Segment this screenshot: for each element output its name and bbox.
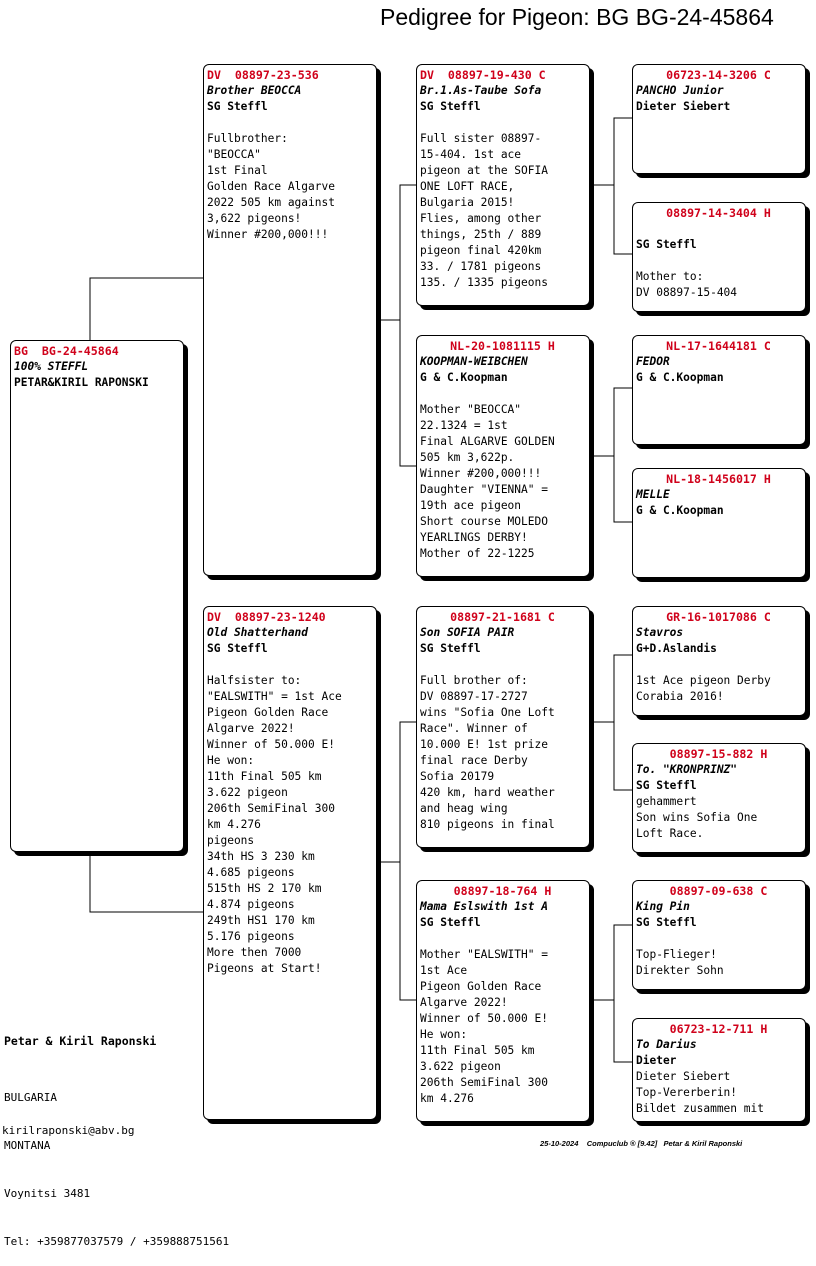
- mf-note-line: Full brother of:: [420, 674, 528, 687]
- father-ring: DV 08897-23-536: [207, 68, 319, 82]
- mother-notes: [207, 673, 376, 977]
- ff-notes: [420, 131, 589, 291]
- father-note-line: "BEOCCA": [207, 148, 261, 161]
- fm-card[interactable]: [416, 335, 590, 577]
- fff-owner: Dieter Siebert: [636, 100, 731, 113]
- fff-ring: 06723-14-3206 C: [666, 68, 771, 82]
- mf-ring: 08897-21-1681 C: [450, 610, 555, 624]
- connector-ff-bracket: [614, 118, 632, 254]
- mother-owner: SG Steffl: [207, 642, 268, 655]
- mf-card[interactable]: [416, 606, 590, 848]
- mm-note-line: Mother "EALSWITH" =: [420, 948, 548, 961]
- subject-ring: BG BG-24-45864: [14, 344, 119, 358]
- breeder-email[interactable]: kirilraponski@abv.bg: [2, 1124, 135, 1137]
- connector-mother-bracket: [400, 722, 416, 1000]
- mother-note-line: pigeons: [207, 834, 255, 847]
- ffm-ring: 08897-14-3404 H: [666, 206, 771, 220]
- ff-note-line: pigeon at the SOFIA: [420, 164, 548, 177]
- mother-card[interactable]: [203, 606, 377, 1120]
- page-title: Pedigree for Pigeon: BG BG-24-45864: [380, 4, 774, 30]
- mf-note-line: 420 km, hard weather: [420, 786, 555, 799]
- ff-note-line: things, 25th / 889: [420, 228, 542, 241]
- mm-note-line: Algarve 2022!: [420, 996, 508, 1009]
- subject-owner: PETAR&KIRIL RAPONSKI: [14, 376, 149, 389]
- ff-note-line: 15-404. 1st ace: [420, 148, 522, 161]
- mm-note-line: 1st Ace: [420, 964, 468, 977]
- fm-note-line: Final ALGARVE GOLDEN: [420, 435, 555, 448]
- ff-note-line: pigeon final 420km: [420, 244, 542, 257]
- fmf-ring: NL-17-1644181 C: [666, 339, 771, 353]
- connector-mf-bracket: [614, 655, 632, 790]
- mother-note-line: 4.685 pigeons: [207, 866, 295, 879]
- print-credit: 25-10-2024 Compuclub ® [9.42] Petar & Kiril Raponski: [540, 1139, 743, 1148]
- ff-note-line: Full sister 08897-: [420, 132, 542, 145]
- mm-note-line: 3.622 pigeon: [420, 1060, 501, 1073]
- ff-note-line: 135. / 1335 pigeons: [420, 276, 548, 289]
- mmf-ring: 08897-09-638 C: [669, 884, 768, 898]
- mff-owner: G+D.Aslandis: [636, 642, 717, 655]
- ffm-note-line: DV 08897-15-404: [636, 286, 738, 299]
- connector-fm-bracket: [614, 388, 632, 522]
- mmf-card[interactable]: [632, 880, 806, 990]
- address-country: BULGARIA: [4, 1091, 57, 1104]
- mmm-owner: Dieter: [636, 1054, 677, 1067]
- ffm-note-line: Mother to:: [636, 270, 704, 283]
- ff-note-line: Bulgaria 2015!: [420, 196, 515, 209]
- mm-note-line: He won:: [420, 1028, 468, 1041]
- fm-note-line: 22.1324 = 1st: [420, 419, 508, 432]
- mother-note-line: Pigeons at Start!: [207, 962, 322, 975]
- ff-ring: DV 08897-19-430 C: [420, 68, 546, 82]
- fm-note-line: Mother of 22-1225: [420, 547, 535, 560]
- ff-note-line: 33. / 1781 pigeons: [420, 260, 542, 273]
- father-card[interactable]: [203, 64, 377, 576]
- mmm-name: To Darius: [636, 1038, 697, 1051]
- mf-note-line: Race". Winner of: [420, 722, 528, 735]
- mfm-ring: 08897-15-882 H: [669, 747, 768, 761]
- mmf-owner: SG Steffl: [636, 916, 697, 929]
- mother-note-line: 5.176 pigeons: [207, 930, 295, 943]
- mother-note-line: km 4.276: [207, 818, 261, 831]
- mff-note-line: 1st Ace pigeon Derby: [636, 674, 771, 687]
- mf-owner: SG Steffl: [420, 642, 481, 655]
- mm-notes: [420, 947, 589, 1107]
- address-region: MONTANA: [4, 1139, 51, 1152]
- father-owner: SG Steffl: [207, 100, 268, 113]
- mmm-notes: [636, 1069, 805, 1117]
- mff-notes: [636, 673, 805, 705]
- mmf-name: King Pin: [636, 900, 690, 913]
- mother-note-line: 4.874 pigeons: [207, 898, 295, 911]
- mfm-name: To. "KRONPRINZ": [636, 763, 738, 776]
- mother-note-line: 34th HS 3 230 km: [207, 850, 315, 863]
- mother-note-line: He won:: [207, 754, 255, 767]
- father-note-line: 1st Final: [207, 164, 268, 177]
- fmf-name: FEDOR: [636, 355, 670, 368]
- fmm-name: MELLE: [636, 488, 670, 501]
- ffm-name: [636, 221, 805, 237]
- mf-notes: [420, 673, 589, 833]
- mff-ring: GR-16-1017086 C: [666, 610, 771, 624]
- mff-name: Stavros: [636, 626, 684, 639]
- fm-owner: G & C.Koopman: [420, 371, 508, 384]
- fm-note-line: 505 km 3,622p.: [420, 451, 515, 464]
- ff-note-line: ONE LOFT RACE,: [420, 180, 515, 193]
- ff-note-line: Flies, among other: [420, 212, 542, 225]
- father-note-line: Golden Race Algarve: [207, 180, 335, 193]
- fm-name: KOOPMAN-WEIBCHEN: [420, 355, 528, 368]
- mfm-note-line: gehammert: [636, 795, 697, 808]
- mother-note-line: 515th HS 2 170 km: [207, 882, 322, 895]
- mf-note-line: DV 08897-17-2727: [420, 690, 528, 703]
- fmm-owner: G & C.Koopman: [636, 504, 724, 517]
- fm-note-line: Daughter "VIENNA" =: [420, 483, 548, 496]
- mother-note-line: 206th SemiFinal 300: [207, 802, 335, 815]
- mf-note-line: and heag wing: [420, 802, 508, 815]
- father-name: Brother BEOCCA: [207, 84, 302, 97]
- mother-note-line: "EALSWITH" = 1st Ace: [207, 690, 342, 703]
- mm-note-line: 206th SemiFinal 300: [420, 1076, 548, 1089]
- fm-notes: [420, 402, 589, 562]
- father-note-line: Fullbrother:: [207, 132, 288, 145]
- fm-note-line: Short course MOLEDO: [420, 515, 548, 528]
- mf-name: Son SOFIA PAIR: [420, 626, 515, 639]
- ff-owner: SG Steffl: [420, 100, 481, 113]
- mfm-note-line: Son wins Sofia One: [636, 811, 758, 824]
- mother-note-line: 249th HS1 170 km: [207, 914, 315, 927]
- fm-note-line: Winner #200,000!!!: [420, 467, 542, 480]
- subject-card[interactable]: [10, 340, 184, 852]
- mother-note-line: 11th Final 505 km: [207, 770, 322, 783]
- fff-name: PANCHO Junior: [636, 84, 724, 97]
- mm-ring: 08897-18-764 H: [453, 884, 552, 898]
- mm-card[interactable]: [416, 880, 590, 1122]
- mfm-card[interactable]: [632, 743, 806, 853]
- breeder-address: [4, 1058, 229, 1266]
- mother-ring: DV 08897-23-1240: [207, 610, 326, 624]
- mmf-note-line: Top-Flieger!: [636, 948, 717, 961]
- mf-note-line: 10.000 E! 1st prize: [420, 738, 548, 751]
- fff-card[interactable]: [632, 64, 806, 174]
- ff-name: Br.1.As-Taube Sofa: [420, 84, 542, 97]
- fm-ring: NL-20-1081115 H: [450, 339, 555, 353]
- mf-note-line: 810 pigeons in final: [420, 818, 555, 831]
- subject-name: 100% STEFFL: [14, 360, 89, 373]
- mmf-note-line: Direkter Sohn: [636, 964, 724, 977]
- ffm-owner: SG Steffl: [636, 238, 697, 251]
- mmm-card[interactable]: [632, 1018, 806, 1122]
- mm-note-line: Pigeon Golden Race: [420, 980, 542, 993]
- fmm-ring: NL-18-1456017 H: [666, 472, 771, 486]
- father-note-line: Winner #200,000!!!: [207, 228, 329, 241]
- mother-note-line: Pigeon Golden Race: [207, 706, 329, 719]
- connector-subject-father: [90, 278, 203, 340]
- mother-note-line: Halfsister to:: [207, 674, 302, 687]
- mmf-notes: [636, 947, 805, 979]
- mm-owner: SG Steffl: [420, 916, 481, 929]
- mfm-owner: SG Steffl: [636, 779, 697, 792]
- mother-note-line: Algarve 2022!: [207, 722, 295, 735]
- mother-note-line: Winner of 50.000 E!: [207, 738, 335, 751]
- mff-note-line: Corabia 2016!: [636, 690, 724, 703]
- fm-note-line: YEARLINGS DERBY!: [420, 531, 528, 544]
- mother-note-line: 3.622 pigeon: [207, 786, 288, 799]
- mf-note-line: wins "Sofia One Loft: [420, 706, 555, 719]
- fmf-owner: G & C.Koopman: [636, 371, 724, 384]
- connector-subject-mother: [90, 856, 203, 912]
- mfm-note-line: Loft Race.: [636, 827, 704, 840]
- father-note-line: 2022 505 km against: [207, 196, 335, 209]
- mmm-note-line: Bildet zusammen mit: [636, 1102, 764, 1115]
- mfm-notes: [636, 794, 805, 842]
- mf-note-line: final race Derby: [420, 754, 528, 767]
- mm-name: Mama Eslswith 1st A: [420, 900, 548, 913]
- mmm-note-line: Top-Vererberin!: [636, 1086, 738, 1099]
- ffm-notes: [636, 269, 805, 301]
- connector-mm-bracket: [614, 925, 632, 1062]
- ff-card[interactable]: [416, 64, 590, 306]
- mm-note-line: km 4.276: [420, 1092, 474, 1105]
- mf-note-line: Sofia 20179: [420, 770, 495, 783]
- mother-name: Old Shatterhand: [207, 626, 309, 639]
- mff-card[interactable]: [632, 606, 806, 716]
- father-note-line: 3,622 pigeons!: [207, 212, 302, 225]
- fm-note-line: Mother "BEOCCA": [420, 403, 522, 416]
- mm-note-line: 11th Final 505 km: [420, 1044, 535, 1057]
- connector-father-bracket: [400, 185, 416, 466]
- address-town: Voynitsi 3481: [4, 1187, 91, 1200]
- fmm-card[interactable]: [632, 468, 806, 578]
- father-notes: [207, 131, 376, 243]
- mm-note-line: Winner of 50.000 E!: [420, 1012, 548, 1025]
- fmf-card[interactable]: [632, 335, 806, 445]
- breeder-name: Petar & Kiril Raponski: [4, 1034, 157, 1048]
- fm-note-line: 19th ace pigeon: [420, 499, 522, 512]
- mother-note-line: More then 7000: [207, 946, 302, 959]
- address-phone: Tel: +359877037579 / +359888751561: [4, 1235, 230, 1248]
- ffm-card[interactable]: [632, 202, 806, 312]
- mmm-note-line: Dieter Siebert: [636, 1070, 731, 1083]
- mmm-ring: 06723-12-711 H: [669, 1022, 768, 1036]
